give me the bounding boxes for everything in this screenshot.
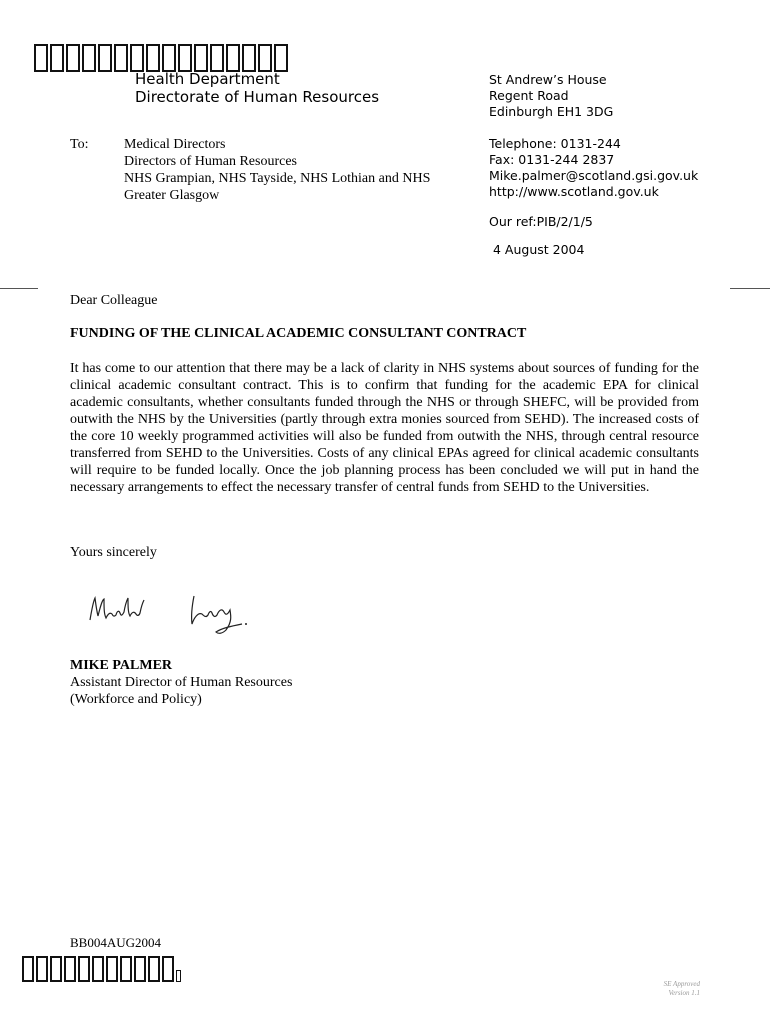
fold-mark-right — [730, 288, 770, 289]
department-header — [135, 70, 379, 106]
department-name: Health Department — [135, 70, 280, 88]
approval-line: Version 1.1 — [668, 989, 700, 997]
document-reference: BB004AUG2004 — [70, 935, 162, 950]
letter-body: It has come to our attention that there may be a lack of clarity in NHS systems about sources of funding for the clinical academic consultant contract. This is to confirm that funding for the academic EPA for clinical academic consultants, whether consultants funded through the NHS or through SHEFC, will be provided from outwith the NHS by the Universities (partly through extra monies sourced from SEHD). The increased costs of the core 10 weekly programmed activities will also be funded from outwith the NHS, through central resource transferred from SEHD to the Universities. Costs of any clinical EPAs agreed for clinical academic consultants will require to be funded locally. Once the job planning process has been concluded we will put in hand the necessary arrangements to effect the necessary transfer of central funds from SEHD to the Universities. — [70, 361, 699, 495]
letter-subject: FUNDING OF THE CLINICAL ACADEMIC CONSULTANT CONTRACT — [70, 326, 527, 341]
approval-line: SE Approved — [663, 980, 700, 988]
sender-address — [489, 72, 698, 200]
address-line: Regent Road — [489, 88, 569, 103]
address-line: Edinburgh EH1 3DG — [489, 104, 614, 119]
signer-unit: (Workforce and Policy) — [70, 692, 202, 707]
recipient-line: Directors of Human Resources — [124, 154, 298, 169]
signer-block — [70, 657, 292, 708]
recipient-line: NHS Grampian, NHS Tayside, NHS Lothian and NHS Greater Glasgow — [124, 171, 431, 203]
address-line: St Andrew’s House — [489, 72, 607, 87]
signer-name: MIKE PALMER — [70, 658, 173, 673]
signer-title: Assistant Director of Human Resources — [70, 675, 293, 690]
recipients-label: To: — [70, 137, 89, 152]
letter-date: 4 August 2004 — [493, 242, 585, 257]
telephone: Telephone: 0131-244 — [489, 136, 621, 151]
recipients-list — [124, 136, 474, 204]
website: http://www.scotland.gov.uk — [489, 184, 659, 199]
signature-image — [86, 588, 266, 644]
directorate-name: Directorate of Human Resources — [135, 88, 380, 106]
footer-logo-glyphs — [22, 956, 181, 982]
closing: Yours sincerely — [70, 545, 157, 560]
header-logo-glyphs — [34, 44, 288, 72]
fold-mark-left — [0, 288, 38, 289]
recipient-line: Medical Directors — [124, 137, 226, 152]
salutation: Dear Colleague — [70, 293, 158, 308]
email: Mike.palmer@scotland.gsi.gov.uk — [489, 168, 699, 183]
fax: Fax: 0131-244 2837 — [489, 152, 615, 167]
our-reference: Our ref:PIB/2/1/5 — [489, 214, 593, 229]
approval-stamp — [640, 980, 700, 998]
